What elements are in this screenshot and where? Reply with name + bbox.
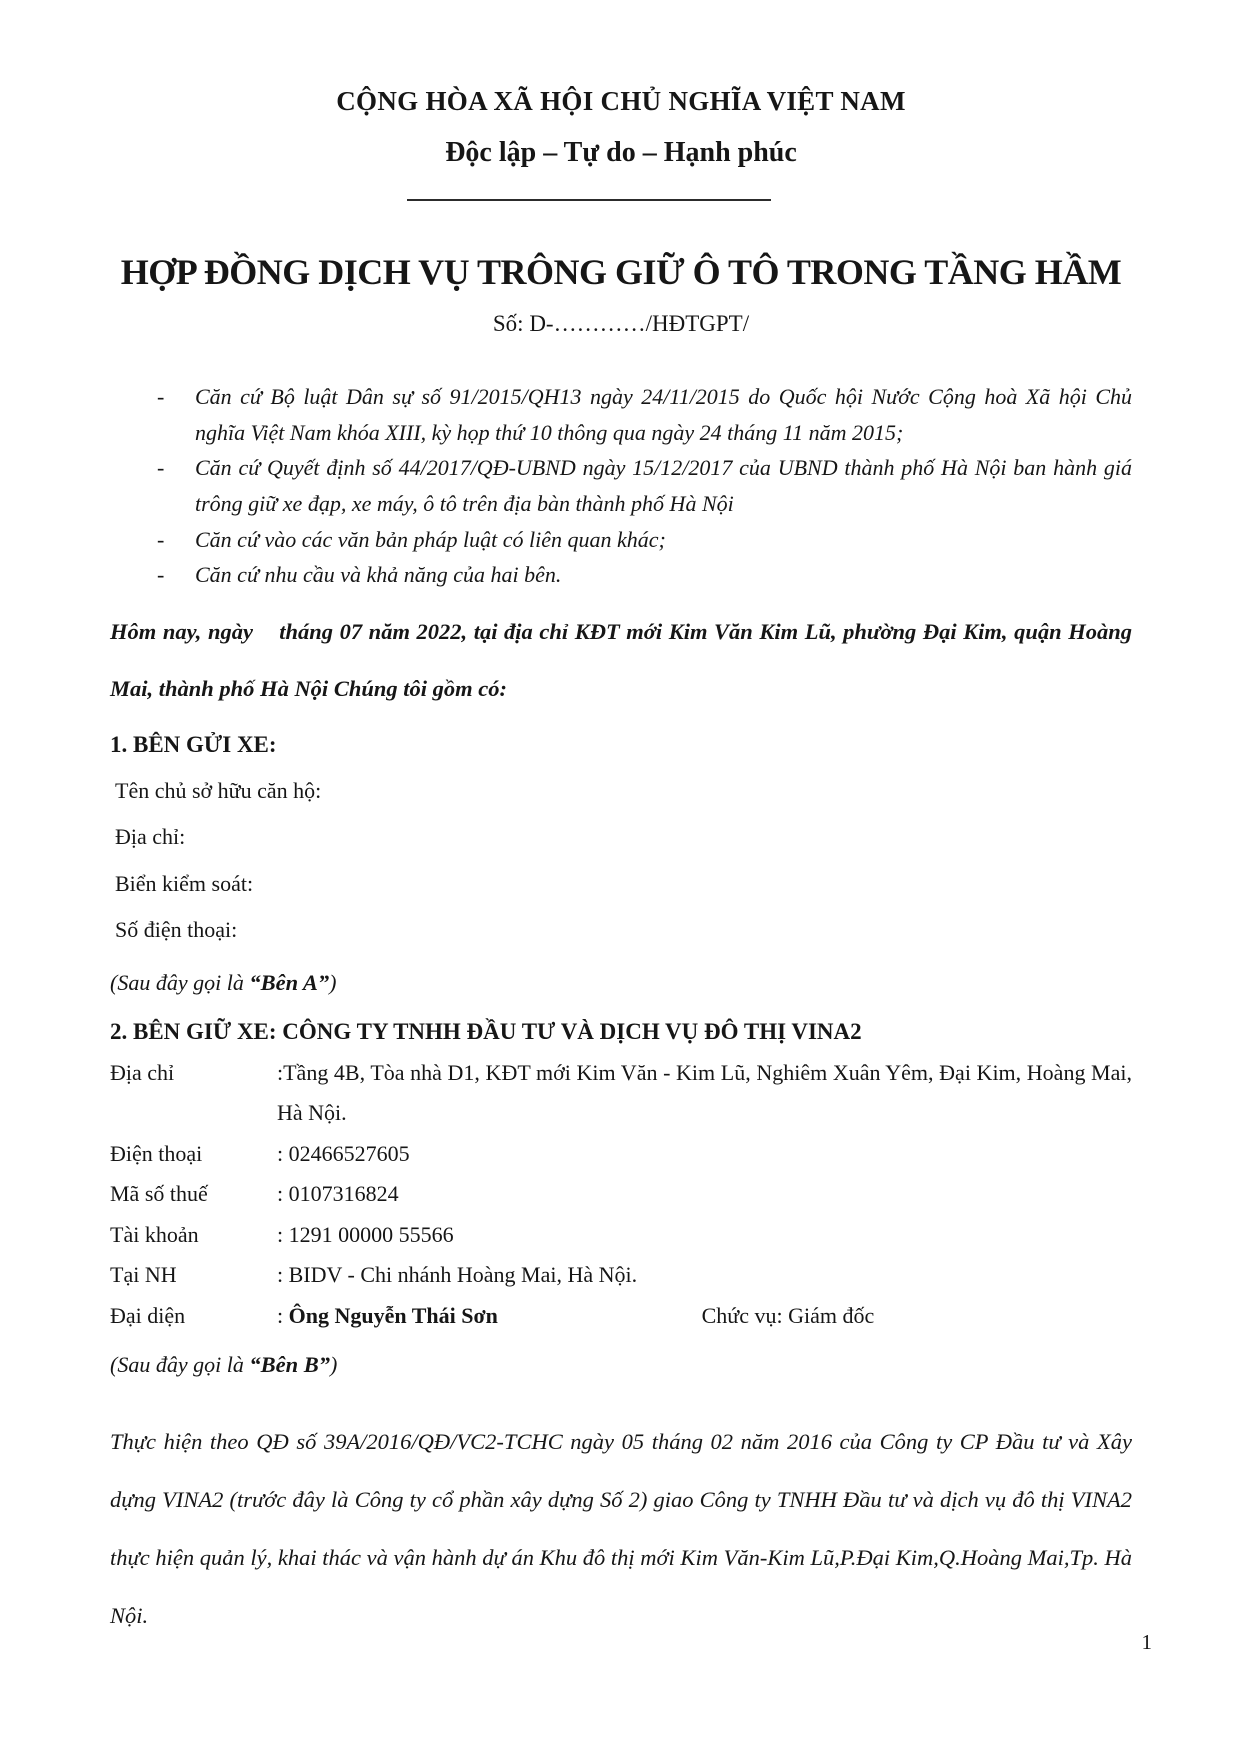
party-a-alias-prefix: (Sau đây gọi là	[110, 970, 250, 995]
dash-bullet: -	[157, 526, 165, 552]
party-a-fields	[110, 768, 1132, 955]
tax-code-row	[110, 1174, 1132, 1214]
legal-basis-text: Căn cứ nhu cầu và khả năng của hai bên.	[195, 562, 562, 588]
page-number: 1	[1141, 1630, 1152, 1654]
representative-name: Ông Nguyễn Thái Sơn	[288, 1302, 498, 1328]
opening-paragraph: Hôm nay, ngày tháng 07 năm 2022, tại địa chỉ KĐT mới Kim Văn Kim Lũ, phường Đại Kim, quận Hoàng Mai, thành phố Hà Nội Chúng tôi gồm có:	[110, 618, 1132, 702]
account-row	[110, 1215, 1132, 1255]
address-row	[110, 1053, 1132, 1134]
dash-bullet: -	[157, 455, 165, 481]
representative-row	[110, 1296, 1132, 1336]
party-b-heading: 2. BÊN GIỮ XE: CÔNG TY TNHH ĐẦU TƯ VÀ DỊCH VỤ ĐÔ THỊ VINA2	[110, 1018, 862, 1044]
party-a-alias	[110, 962, 1132, 1005]
party-a-alias-name: “Bên A”	[249, 970, 330, 995]
phone-value: : 02466527605	[277, 1140, 410, 1166]
party-a-field-license-plate: Biển kiểm soát:	[115, 870, 254, 896]
address-label: Địa chỉ	[110, 1059, 175, 1085]
bank-row	[110, 1255, 1132, 1295]
representative-colon: :	[277, 1302, 289, 1328]
account-label: Tài khoản	[110, 1221, 199, 1247]
dash-bullet: -	[157, 384, 165, 409]
representative-value	[277, 1296, 1132, 1336]
header-underline	[407, 199, 771, 201]
legal-basis-text: Căn cứ vào các văn bản pháp luật có liên quan khác;	[195, 526, 666, 552]
party-b-info	[110, 1053, 1132, 1336]
party-b-alias-suffix: )	[329, 1352, 338, 1378]
bank-label: Tại NH	[110, 1262, 177, 1288]
contract-number: Số: D-…………/HĐTGPT/	[492, 311, 750, 336]
account-value: : 1291 00000 55566	[277, 1221, 454, 1247]
legal-basis-item	[110, 522, 1132, 558]
national-name: CỘNG HÒA XÃ HỘI CHỦ NGHĨA VIỆT NAM	[336, 86, 906, 116]
representative-label: Đại diện	[110, 1302, 186, 1328]
phone-row	[110, 1134, 1132, 1174]
tax-code-label: Mã số thuế	[110, 1181, 208, 1207]
legal-basis-item	[110, 450, 1132, 521]
party-a-alias-suffix: )	[329, 970, 337, 995]
party-b-alias-prefix: (Sau đây gọi là	[110, 1352, 250, 1378]
legal-basis-text: Căn cứ Bộ luật Dân sự số 91/2015/QH13 ngày 24/11/2015 do Quốc hội Nước Cộng hoà Xã hội Chủ nghĩa Việt Nam khóa XIII, kỳ họp thứ 10 thông qua ngày 24 tháng 11 năm 2015;	[195, 384, 1132, 445]
closing-paragraph: Thực hiện theo QĐ số 39A/2016/QĐ/VC2-TCHC ngày 05 tháng 02 năm 2016 của Công ty CP Đầu tư và Xây dựng VINA2 (trước đây là Công ty cổ phần xây dựng Số 2) giao Công ty TNHH Đầu tư và dịch vụ đô thị VINA2 thực hiện quản lý, khai thác và vận hành dự án Khu đô thị mới Kim Văn-Kim Lũ,P.Đại Kim,Q.Hoàng Mai,Tp. Hà Nội.	[110, 1428, 1132, 1628]
party-b-alias-name: “Bên B”	[249, 1352, 330, 1378]
national-header	[110, 86, 1132, 201]
party-b-alias	[110, 1344, 1132, 1387]
party-a-heading: 1. BÊN GỬI XE:	[110, 731, 277, 757]
tax-code-value: : 0107316824	[277, 1181, 399, 1207]
dash-bullet: -	[157, 562, 165, 588]
bank-value: : BIDV - Chi nhánh Hoàng Mai, Hà Nội.	[277, 1262, 638, 1288]
legal-basis-item	[110, 379, 1132, 450]
legal-basis-list	[110, 379, 1132, 593]
national-motto: Độc lập – Tự do – Hạnh phúc	[445, 137, 797, 168]
legal-basis-text: Căn cứ Quyết định số 44/2017/QĐ-UBND ngày 15/12/2017 của UBND thành phố Hà Nội ban hành giá trông giữ xe đạp, xe máy, ô tô trên địa bàn thành phố Hà Nội	[195, 455, 1132, 516]
legal-basis-item	[110, 557, 1132, 593]
contract-title: HỢP ĐỒNG DỊCH VỤ TRÔNG GIỮ Ô TÔ TRONG TẦNG HẦM	[120, 252, 1122, 292]
party-a-field-owner-name: Tên chủ sở hữu căn hộ:	[115, 777, 322, 803]
party-a-field-phone: Số điện thoại:	[115, 917, 238, 943]
party-a-field-address: Địa chỉ:	[115, 824, 186, 850]
phone-label: Điện thoại	[110, 1140, 203, 1166]
address-value: :Tầng 4B, Tòa nhà D1, KĐT mới Kim Văn - Kim Lũ, Nghiêm Xuân Yêm, Đại Kim, Hoàng Mai, Hà Nội.	[277, 1059, 1132, 1126]
representative-position: Chức vụ: Giám đốc	[701, 1302, 875, 1328]
